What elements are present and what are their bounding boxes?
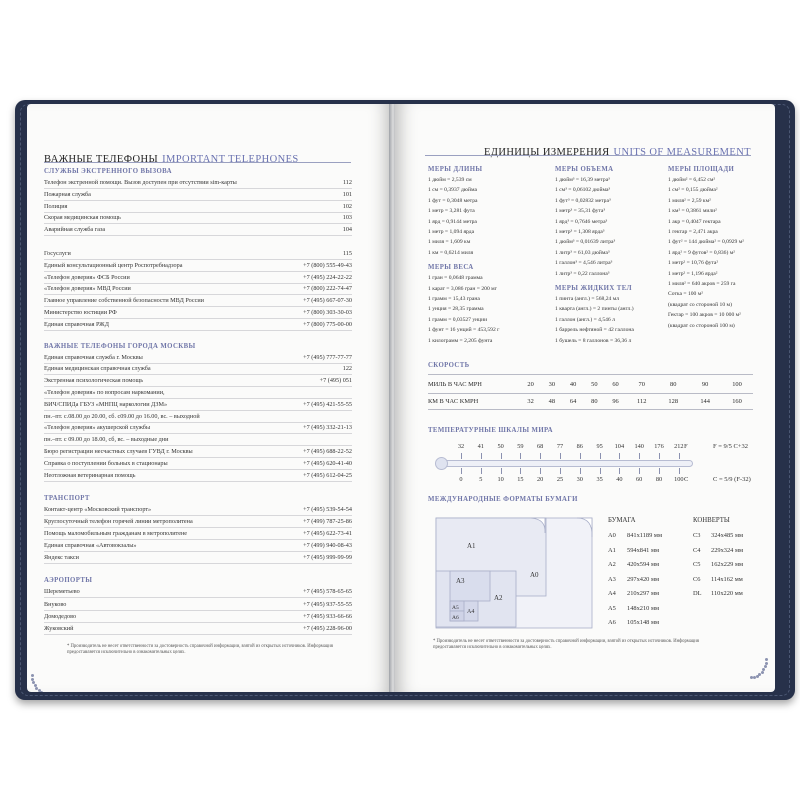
phone-row-label: Яндекс такси <box>44 553 79 561</box>
fahrenheit-tick-mark <box>560 453 561 459</box>
thermometer-bulb <box>435 457 448 470</box>
row-divider <box>44 410 352 411</box>
speed-mph-value: 60 <box>605 377 626 393</box>
length-row: 1 миля = 1,609 км <box>428 239 471 246</box>
paper-format: A4 <box>608 590 616 597</box>
fahrenheit-tick: 104 <box>614 443 625 450</box>
area-row: 1 фут² = 144 дюйма² = 0,0929 м² <box>668 239 744 246</box>
speed-mph-value: 30 <box>541 377 562 393</box>
phone-row-label: ВИЧ/СПИДа ГБУЗ «МНПЦ наркологии ДЗМ» <box>44 400 168 408</box>
celsius-tick-mark <box>520 468 521 474</box>
speed-heading: СКОРОСТЬ <box>428 362 470 369</box>
page-title-ru: ЕДИНИЦЫ ИЗМЕРЕНИЯ <box>483 147 610 158</box>
page-title-ru: ВАЖНЫЕ ТЕЛЕФОНЫ <box>44 154 159 165</box>
row-divider <box>44 433 352 434</box>
weight-row: 1 гран = 0,0648 грамма <box>428 275 483 282</box>
fahrenheit-tick-mark <box>639 453 640 459</box>
page-title <box>484 142 751 160</box>
length-row: 1 см = 0,3937 дюйма <box>428 187 477 194</box>
moscow-heading: ВАЖНЫЕ ТЕЛЕФОНЫ ГОРОДА МОСКВЫ <box>44 342 196 350</box>
envelope-format: C5 <box>693 561 701 568</box>
celsius-tick: 5 <box>479 476 483 483</box>
phone-row-number: +7 (495) 667-07-30 <box>303 297 352 305</box>
decorative-dot <box>765 658 768 661</box>
row-divider <box>44 386 352 387</box>
thermometer-tube <box>441 460 693 467</box>
phone-row-label: «Телефон доверия» по вопросам наркомании, <box>44 389 165 396</box>
row-divider <box>44 398 352 399</box>
phone-row-number: +7 (495) 937-55-55 <box>303 600 352 608</box>
celsius-tick-mark <box>659 468 660 474</box>
area-row: Гектар = 100 акров = 10 000 м² <box>668 312 741 319</box>
phone-row-number: +7 (495) 578-65-65 <box>303 588 352 596</box>
paper-heading: МЕЖДУНАРОДНЫЕ ФОРМАТЫ БУМАГИ <box>428 496 578 503</box>
row-divider <box>44 271 352 272</box>
fahrenheit-tick: 59 <box>517 443 524 450</box>
speed-mph-value: 90 <box>689 377 721 393</box>
phone-row-label: Министерство юстиции РФ <box>44 309 117 316</box>
liquid-row: 1 баррель нефтяной = 42 галлона <box>555 327 634 334</box>
fahrenheit-tick: 86 <box>576 443 583 450</box>
phone-row-number: +7 (495) 688-22-52 <box>303 448 352 455</box>
area-row: (квадрат со стороной 100 м) <box>668 322 735 329</box>
row-divider <box>44 330 352 331</box>
length-row: 1 метр = 1,094 ярда <box>428 229 475 235</box>
weight-row: 1 грамм = 15,43 грана <box>428 296 480 302</box>
speed-mph-label: МИЛЬ В ЧАС MPH <box>428 377 520 393</box>
row-divider <box>44 212 352 213</box>
row-divider <box>44 223 352 224</box>
airports-heading: АЭРОПОРТЫ <box>44 577 93 585</box>
envelope-size: 324х485 мм <box>711 532 744 539</box>
weight-row: 1 грамм = 0,03527 унции <box>428 316 488 323</box>
speed-mph-value: 100 <box>721 377 753 393</box>
phone-row-label: Круглосуточный телефон горячей линии метрополитена <box>44 518 193 526</box>
area-row: 1 см² = 0,155 дюйма² <box>668 187 718 194</box>
length-heading: МЕРЫ ДЛИНЫ <box>428 166 483 173</box>
speed-row-mph <box>428 377 753 393</box>
volume-row: 1 фут³ = 0,02832 метра³ <box>555 197 611 204</box>
envelope-format: C3 <box>693 532 701 539</box>
paper-format: A1 <box>608 546 616 554</box>
row-divider <box>44 235 352 236</box>
phone-row-label: Домодедово <box>44 613 77 620</box>
phone-row-label: Госуслуги <box>44 250 71 257</box>
row-divider <box>44 634 352 635</box>
phone-row-number: +7 (495) 539-54-54 <box>303 506 352 514</box>
paper-size: 297х420 мм <box>627 575 660 583</box>
speed-mph-value: 50 <box>584 377 605 393</box>
phone-row-label: Контакт-центр «Московский транспорт» <box>44 506 152 514</box>
c-formula: C = 5/9 (F-32) <box>713 476 751 483</box>
volume-heading: МЕРЫ ОБЪЕМА <box>555 166 614 173</box>
celsius-tick-mark <box>481 468 482 474</box>
emergency-heading: СЛУЖБЫ ЭКСТРЕННОГО ВЫЗОВА <box>44 168 172 175</box>
celsius-tick-mark <box>461 468 462 474</box>
area-row: 1 миля² = 640 акров = 259 га <box>668 281 736 287</box>
phone-row-number: +7 (495) 999-99-99 <box>303 553 352 561</box>
celsius-tick: 40 <box>616 476 623 483</box>
phone-row-label: «Телефон доверия» акушерской службы <box>44 424 151 432</box>
row-divider <box>44 200 352 201</box>
phone-row-label: Неотложная ветеринарная помощь <box>44 471 136 479</box>
phone-row-label: «Телефон доверия» ФСБ России <box>44 273 130 281</box>
row-divider <box>44 563 352 564</box>
paper-format: A5 <box>608 604 616 612</box>
row-divider <box>44 610 352 611</box>
paper-format: A2 <box>608 561 616 568</box>
phone-row-label: пн.–пт. с.08.00 до 20.00, сб. с09.00 до 16.00, вс. – выходной <box>44 412 200 420</box>
phone-row-label: Единая медицинская справочная служба <box>44 365 151 373</box>
phone-row-number: 122 <box>342 365 352 373</box>
envelope-size: 110х220 мм <box>711 590 743 597</box>
paper-label-a2: A2 <box>494 594 503 602</box>
fahrenheit-tick: 176 <box>654 443 664 450</box>
liquid-row: 1 кварта (англ.) = 2 пинты (англ.) <box>555 306 634 313</box>
speed-kmh-value: 32 <box>520 393 541 409</box>
celsius-tick: 30 <box>576 476 583 483</box>
row-divider <box>44 363 352 364</box>
phone-row-number: +7 (499) 787-25-86 <box>303 518 352 526</box>
liquid-row: 1 пинта (англ.) = 568,24 мл <box>555 296 620 302</box>
phone-row-number: +7 (495) 933-66-66 <box>303 613 352 620</box>
phone-row-label: пн.–пт. с 09.00 до 18.00, сб, вс. – выходные дни <box>44 436 169 444</box>
phone-row-number: 101 <box>342 190 352 198</box>
paper-format: A6 <box>608 619 616 626</box>
area-row: 1 ярд² = 9 футов² = 0,836) м² <box>668 249 735 256</box>
phone-row-label: Телефон экстренной помощи. Вызов доступен при отсутствии sim-карты <box>44 179 237 186</box>
area-row: 1 метр² = 1,196 ярда² <box>668 270 718 277</box>
phone-row-number: +7 (495) 777-77-77 <box>303 353 352 361</box>
phone-row-number: +7 (800) 222-74-47 <box>303 285 352 293</box>
phone-row-label: Экстренная психологическая помощь <box>44 377 144 385</box>
paper-label-a1: A1 <box>467 542 476 550</box>
phone-row-number: +7 (495) 622-73-41 <box>303 530 352 537</box>
area-row: 1 миля² = 2,59 км² <box>668 197 711 204</box>
volume-row: 1 метр³ = 35,31 фута³ <box>555 208 606 215</box>
length-row: 1 км = 0,6214 миля <box>428 249 474 256</box>
weight-row: 1 фунт = 16 унций = 453,592 г <box>428 327 500 334</box>
speed-kmh-value: 80 <box>584 393 605 409</box>
row-divider <box>44 551 352 552</box>
speed-kmh-value: 64 <box>562 393 583 409</box>
weight-row: 1 килограмм = 2,205 фунта <box>428 337 493 344</box>
celsius-tick-mark <box>639 468 640 474</box>
phone-row-label: Справка о поступлении больных в стационары <box>44 459 168 467</box>
phone-row-label: Единый консультационный центр Роспотребнадзора <box>44 261 183 269</box>
phone-row-label: Внуково <box>44 600 67 608</box>
phone-row-label: Единая справочная РЖД <box>44 320 109 328</box>
liquid-row: 1 галлон (англ.) = 4,546 л <box>555 316 615 323</box>
speed-kmh-value: 160 <box>721 393 753 409</box>
row-divider <box>44 318 352 319</box>
fahrenheit-tick-mark <box>501 453 502 459</box>
f-formula: F = 9/5 C+32 <box>713 443 748 450</box>
fahrenheit-tick: 95 <box>596 443 603 450</box>
paper-label-a6: A6 <box>452 615 459 621</box>
phone-row-number: +7 (495) 051 <box>319 377 352 385</box>
phone-row-number: +7 (495) 228-96-00 <box>303 625 352 633</box>
right-footnote: * Производитель не несет ответственности за достоверность справочной информации, взятой из открытых источников. Информация предоставляется исключительно в ознакомительных целях. <box>433 639 699 650</box>
speed-mph-value: 80 <box>657 377 689 393</box>
length-row: 1 фут = 0,3048 метра <box>428 197 478 204</box>
row-divider <box>44 445 352 446</box>
celsius-tick-mark <box>540 468 541 474</box>
paper-format: A0 <box>608 532 616 539</box>
page-title <box>44 149 299 167</box>
envelope-column-heading: КОНВЕРТЫ <box>693 517 730 524</box>
phone-row-label: Скорая медицинская помощь <box>44 214 121 222</box>
fahrenheit-tick: 212 <box>674 443 684 450</box>
row-divider <box>44 481 352 482</box>
phone-row-number: +7 (800) 303-30-03 <box>303 309 352 316</box>
area-row: 1 дюйм² = 6,452 см² <box>668 177 716 183</box>
row-divider <box>44 539 352 540</box>
decorative-dot <box>31 674 34 677</box>
speed-top-rule <box>428 374 753 375</box>
length-row: 1 метр = 3,281 фута <box>428 208 475 215</box>
area-row: 1 км² = 0,3861 мили² <box>668 208 717 215</box>
left-footnote-text: Производитель не несет ответственности за достоверность справочной информации, взятой из открытых источников. Информация предоставляется исключительно в ознакомительных целях. <box>67 644 333 655</box>
area-row: 1 акр = 0,4047 гектара <box>668 218 721 225</box>
phone-row-number: +7 (499) 940-08-43 <box>303 541 352 549</box>
row-divider <box>44 188 352 189</box>
decorative-dot <box>758 673 761 676</box>
phone-row-number: 104 <box>342 226 352 234</box>
temperature-heading: ТЕМПЕРАТУРНЫЕ ШКАЛЫ МИРА <box>428 427 553 434</box>
left-page-important-telephones <box>27 104 391 692</box>
paper-label-a3: A3 <box>456 577 465 585</box>
fahrenheit-tick: 77 <box>556 443 564 450</box>
celsius-tick: 60 <box>636 476 643 483</box>
celsius-tick-mark <box>679 468 680 474</box>
celsius-tick-mark <box>501 468 502 474</box>
row-divider <box>44 422 352 423</box>
fahrenheit-tick-mark <box>600 453 601 459</box>
paper-size: 148х210 мм <box>627 604 660 612</box>
phone-row-number: +7 (800) 555-49-43 <box>303 261 352 269</box>
liquid-heading: МЕРЫ ЖИДКИХ ТЕЛ <box>555 285 633 292</box>
speed-row-kmh <box>428 393 753 409</box>
speed-table <box>428 377 753 410</box>
paper-label-a5: A5 <box>452 605 459 611</box>
speed-kmh-value: 112 <box>626 393 657 409</box>
speed-kmh-value: 144 <box>689 393 721 409</box>
fahrenheit-tick-mark <box>461 453 462 459</box>
paper-size: 210х297 мм <box>627 590 660 597</box>
weight-heading: МЕРЫ ВЕСА <box>428 264 474 272</box>
paper-column-heading: БУМАГА <box>608 517 636 524</box>
speed-kmh-label: КМ В ЧАС KMPH <box>428 393 520 409</box>
phone-row-label: Шереметьево <box>44 588 80 596</box>
fahrenheit-tick: 32 <box>457 443 465 450</box>
area-row: (квадрат со стороной 10 м) <box>668 301 732 308</box>
speed-mph-value: 20 <box>520 377 541 393</box>
celsius-tick-mark <box>619 468 620 474</box>
speed-mph-value: 70 <box>626 377 657 393</box>
fahrenheit-tick: 50 <box>497 443 504 450</box>
paper-format: A3 <box>608 575 616 583</box>
celsius-tick-mark <box>580 468 581 474</box>
phone-row-number: +7 (495) 224-22-22 <box>303 273 352 281</box>
phone-row-number: +7 (495) 620-41-40 <box>303 459 352 467</box>
page-title-en: UNITS OF MEASUREMENT <box>613 147 751 158</box>
length-row: 1 дюйм = 2,539 см <box>428 177 472 183</box>
envelope-size: 114х162 мм <box>711 575 743 583</box>
speed-mph-value: 40 <box>562 377 583 393</box>
area-heading: МЕРЫ ПЛОЩАДИ <box>668 166 735 173</box>
decorative-dot <box>756 675 759 678</box>
volume-row: 1 метр³ = 1,308 ярда³ <box>555 229 605 235</box>
celsius-tick: 80 <box>655 476 663 483</box>
c-letter: C <box>684 476 689 483</box>
envelope-format: C6 <box>693 575 701 583</box>
fahrenheit-tick-mark <box>679 453 680 459</box>
phone-row-number: 115 <box>342 250 352 257</box>
celsius-tick: 10 <box>497 476 504 483</box>
fahrenheit-tick-mark <box>580 453 581 459</box>
paper-label-a0: A0 <box>530 571 539 579</box>
row-divider <box>44 527 352 528</box>
phone-row-number: +7 (495) 612-04-25 <box>303 471 352 479</box>
phone-row-number: +7 (800) 775-00-00 <box>303 320 352 328</box>
volume-row: 1 дюйм³ = 16,39 метра³ <box>555 177 610 183</box>
phone-row-number: 103 <box>342 214 352 222</box>
fahrenheit-tick-mark <box>619 453 620 459</box>
area-row: 1 гектар = 2,471 акра <box>668 229 718 235</box>
row-divider <box>44 469 352 470</box>
envelope-size: 229х324 мм <box>711 546 744 554</box>
title-underline <box>425 155 751 156</box>
volume-row: 1 см³ = 0,06102 дюйма³ <box>555 187 611 194</box>
phone-row-label: Помощь маломобильным гражданам в метрополитене <box>44 530 188 537</box>
row-divider <box>44 457 352 458</box>
celsius-tick: 25 <box>556 476 564 483</box>
paper-label-a4: A4 <box>467 609 475 615</box>
row-divider <box>44 294 352 295</box>
title-underline <box>44 162 351 163</box>
weight-row: 1 карат = 3,086 гран = 200 мг <box>428 285 497 292</box>
right-footnote-text: Производитель не несет ответственности за достоверность справочной информации, взятой из открытых источников. Информация предоставляется исключительно в ознакомительных целях. <box>433 639 699 650</box>
phone-row-label: Бюро регистрации несчастных случаев ГУВД г. Москвы <box>44 448 193 455</box>
fahrenheit-tick-mark <box>659 453 660 459</box>
paper-size: 594х841 мм <box>627 546 660 554</box>
f-letter: F <box>684 443 688 450</box>
liquid-row: 1 бушель = 8 галлонов = 36,36 л <box>555 337 632 344</box>
speed-kmh-value: 48 <box>541 393 562 409</box>
celsius-tick: 100 <box>674 476 684 483</box>
phone-row-number: 112 <box>342 179 352 186</box>
row-divider <box>44 597 352 598</box>
fahrenheit-tick: 41 <box>477 443 484 450</box>
fahrenheit-tick-mark <box>540 453 541 459</box>
volume-row: 1 литр³ = 0,22 галлона³ <box>555 270 610 277</box>
envelope-format: DL <box>693 590 702 597</box>
fahrenheit-tick-mark <box>520 453 521 459</box>
phone-row-label: Пожарная служба <box>44 190 91 198</box>
phone-row-label: Жуковский <box>44 625 74 633</box>
phone-row-number: 102 <box>342 202 352 210</box>
fahrenheit-tick: 68 <box>537 443 544 450</box>
right-page-units <box>395 104 775 692</box>
volume-row: 1 галлон³ = 4,546 литра³ <box>555 260 613 267</box>
celsius-tick-mark <box>560 468 561 474</box>
celsius-tick: 20 <box>537 476 544 483</box>
speed-kmh-value: 96 <box>605 393 626 409</box>
fahrenheit-tick: 140 <box>634 443 644 450</box>
paper-formats-diagram <box>435 513 595 631</box>
row-divider <box>44 283 352 284</box>
decorative-dot <box>753 676 756 679</box>
area-row: 1 метр² = 10,76 фута² <box>668 260 719 267</box>
phone-row-label: Аварийная служба газа <box>44 226 106 234</box>
left-footnote: * Производитель не несет ответственности за достоверность справочной информации, взятой из открытых источников. Информация предоставляется исключительно в ознакомительных целях. <box>67 644 333 655</box>
fahrenheit-tick-mark <box>481 453 482 459</box>
phone-row-number: +7 (495) 421-55-55 <box>303 400 352 408</box>
volume-row: 1 дюйм³ = 0,01639 литра³ <box>555 239 616 246</box>
phone-row-label: Полиция <box>44 202 68 210</box>
row-divider <box>44 306 352 307</box>
decorative-dot <box>761 671 764 674</box>
transport-heading: ТРАНСПОРТ <box>44 495 90 503</box>
phone-row-label: Единая справочная «Автовокзалы» <box>44 541 137 549</box>
decorative-dots-right <box>733 636 767 662</box>
weight-row: 1 унция = 28,35 грамма <box>428 306 484 313</box>
phone-row-number: +7 (495) 332-21-13 <box>303 424 352 432</box>
volume-row: 1 литр³ = 61,03 дюйма³ <box>555 249 610 256</box>
envelope-format: C4 <box>693 546 701 554</box>
paper-size: 420х594 мм <box>627 561 660 568</box>
paper-size: 105х148 мм <box>627 619 660 626</box>
row-divider <box>44 515 352 516</box>
celsius-tick: 0 <box>459 476 463 483</box>
paper-a3-rect <box>450 571 490 601</box>
celsius-tick-mark <box>600 468 601 474</box>
row-divider <box>44 259 352 260</box>
area-row: Сотка = 100 м² <box>668 291 703 298</box>
celsius-tick: 15 <box>517 476 524 483</box>
length-row: 1 ярд = 0,9144 метра <box>428 218 477 225</box>
row-divider <box>44 622 352 623</box>
volume-row: 1 ярд³ = 0,7646 метра³ <box>555 218 608 225</box>
phone-row-label: Главное управление собственной безопасности МВД России <box>44 297 204 305</box>
speed-kmh-value: 128 <box>657 393 689 409</box>
phone-row-label: «Телефон доверия» МВД России <box>44 285 131 293</box>
phone-row-label: Единая справочная служба г. Москвы <box>44 353 143 361</box>
celsius-tick: 35 <box>596 476 603 483</box>
paper-size: 841х1189 мм <box>627 532 663 539</box>
page-title-en: IMPORTANT TELEPHONES <box>162 154 299 165</box>
decorative-dot <box>750 676 753 679</box>
envelope-size: 162х229 мм <box>711 561 744 568</box>
decorative-dots-left <box>29 652 63 678</box>
row-divider <box>44 374 352 375</box>
